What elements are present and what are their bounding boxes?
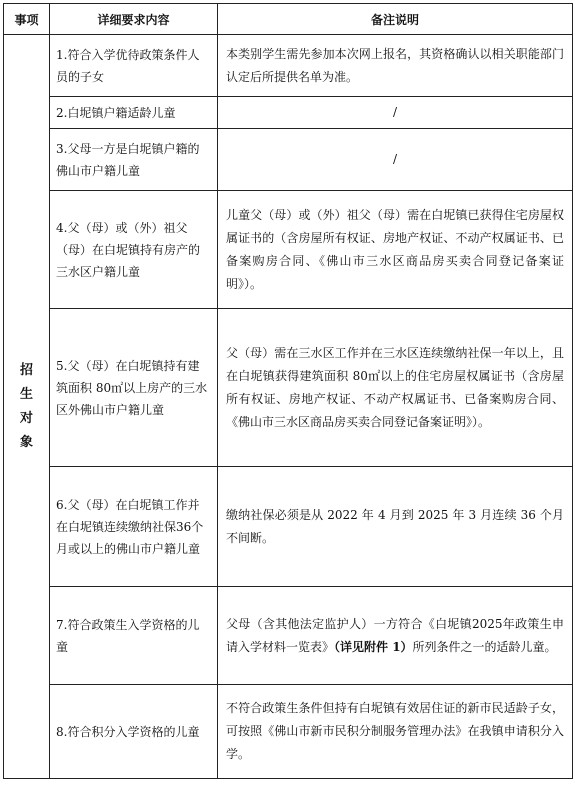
note-cell: 本类别学生需先参加本次网上报名，其资格确认以相关职能部门认定后所提供名单为准。 bbox=[218, 35, 573, 97]
header-notes: 备注说明 bbox=[218, 4, 573, 35]
note-cell: 父（母）需在三水区工作并在三水区连续缴纳社保一年以上，且在白坭镇获得建筑面积 80㎡以上的住宅房屋权属证书（含房屋所有权证、房地产权证、不动产权属证书、已备案购房合同、《佛山市三水区商品房买卖合同登记备案证明》）。 bbox=[218, 309, 573, 467]
requirement-cell: 3.父母一方是白坭镇户籍的佛山市户籍儿童 bbox=[50, 129, 218, 191]
note-cell: 儿童父（母）或（外）祖父（母）需在白坭镇已获得住宅房屋权属证书的（含房屋所有权证、房地产权证、不动产权属证书、已备案购房合同、《佛山市三水区商品房买卖合同登记备案证明》）。 bbox=[218, 191, 573, 309]
table-row bbox=[4, 309, 573, 467]
note-cell: 不符合政策生条件但持有白坭镇有效居住证的新市民适龄子女，可按照《佛山市新市民积分制服务管理办法》在我镇申请积分入学。 bbox=[218, 685, 573, 779]
note-cell: 缴纳社保必须是从 2022 年 4 月到 2025 年 3 月连续 36 个月不间断。 bbox=[218, 467, 573, 587]
table-row bbox=[4, 35, 573, 97]
requirement-cell: 4.父（母）或（外）祖父（母）在白坭镇持有房产的三水区户籍儿童 bbox=[50, 191, 218, 309]
category-label: 招生对象 bbox=[19, 362, 33, 450]
requirement-cell: 6.父（母）在白坭镇工作并在白坭镇连续缴纳社保36个月或以上的佛山市户籍儿童 bbox=[50, 467, 218, 587]
header-requirements: 详细要求内容 bbox=[50, 4, 218, 35]
header-item: 事项 bbox=[4, 4, 50, 35]
table-row bbox=[4, 191, 573, 309]
table-row bbox=[4, 97, 573, 129]
requirement-cell: 8.符合积分入学资格的儿童 bbox=[50, 685, 218, 779]
note-text: 父母（含其他法定监护人）一方符合《白坭镇2025年政策生申请入学材料一览表》 bbox=[226, 616, 564, 654]
note-text: 所列条件之一的适龄儿童。 bbox=[412, 639, 557, 654]
requirement-cell: 1.符合入学优待政策条件人员的子女 bbox=[50, 35, 218, 97]
requirement-cell: 7.符合政策生入学资格的儿童 bbox=[50, 587, 218, 685]
admission-table bbox=[3, 3, 573, 779]
note-cell: / bbox=[218, 97, 573, 129]
table-row bbox=[4, 467, 573, 587]
requirement-cell: 2.白坭镇户籍适龄儿童 bbox=[50, 97, 218, 129]
table-row bbox=[4, 587, 573, 685]
requirement-cell: 5.父（母）在白坭镇持有建筑面积 80㎡以上房产的三水区外佛山市户籍儿童 bbox=[50, 309, 218, 467]
attachment-reference: （详见附件 1） bbox=[334, 639, 413, 654]
table-row bbox=[4, 129, 573, 191]
category-cell bbox=[4, 35, 50, 779]
table-header-row bbox=[4, 4, 573, 35]
table-row bbox=[4, 685, 573, 779]
note-cell bbox=[218, 587, 573, 685]
note-cell: / bbox=[218, 129, 573, 191]
